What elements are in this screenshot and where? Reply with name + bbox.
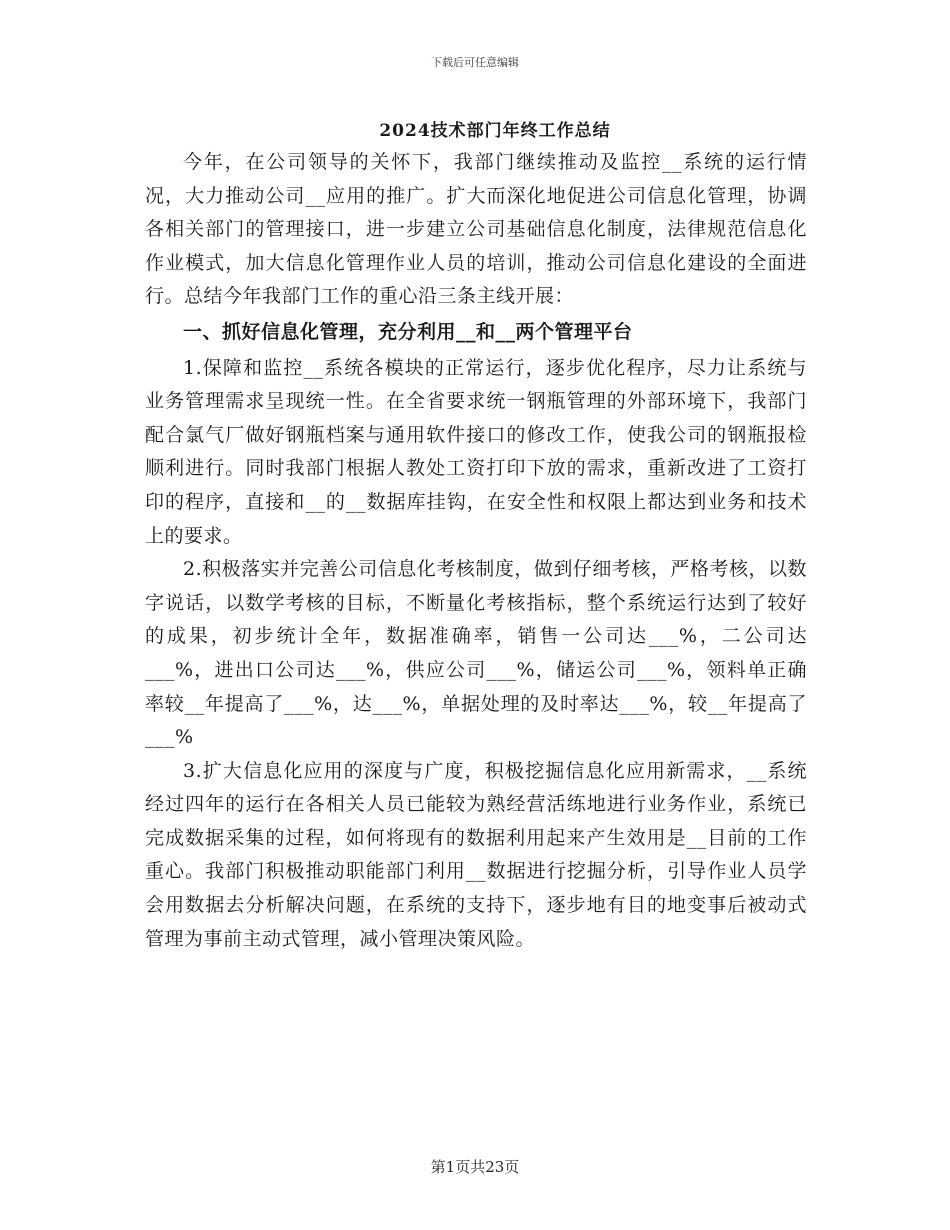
item-paragraph-1: 1.保障和监控__系统各模块的正常运行，逐步优化程序，尽力让系统与业务管理需求呈现统一性。在全省要求统一钢瓶管理的外部环境下，我部门配合氯气厂做好钢瓶档案与通用软件接口的修改工作，使我公司的钢瓶报检顺利进行。同时我部门根据人教处工资打印下放的需求，重新改进了工资打印的程序，直接和__的__数据库挂钩，在安全性和权限上都达到业务和技术上的要求。 bbox=[145, 356, 807, 547]
document-title: 2024技术部门年终工作总结 bbox=[379, 121, 611, 141]
section-heading: 一、抓好信息化管理，充分利用__和__两个管理平台 bbox=[183, 320, 633, 343]
page-footer: 第1页共23页 bbox=[430, 1158, 520, 1176]
document-body bbox=[145, 146, 807, 956]
header-note: 下载后可任意编辑 bbox=[431, 56, 519, 69]
item-paragraph-2: 2.积极落实并完善公司信息化考核制度，做到仔细考核，严格考核，以数字说话，以数学考核的目标，不断量化考核指标，整个系统运行达到了较好的成果，初步统计全年，数据准确率，销售一公司达___%，二公司达___%，进出口公司达___%，供应公司___%，储运公司___%，领料单正确率较__年提高了___%，达___%，单据处理的及时率达___%，较__年提高了___% bbox=[145, 558, 807, 749]
intro-paragraph: 今年，在公司领导的关怀下，我部门继续推动及监控__系统的运行情况，大力推动公司__应用的推广。扩大而深化地促进公司信息化管理，协调各相关部门的管理接口，进一步建立公司基础信息化制度，法律规范信息化作业模式，加大信息化管理作业人员的培训，推动公司信息化建设的全面进行。总结今年我部门工作的重心沿三条主线开展： bbox=[145, 151, 807, 308]
item-paragraph-3: 3.扩大信息化应用的深度与广度，积极挖掘信息化应用新需求，__系统经过四年的运行在各相关人员已能较为熟经营活练地进行业务作业，系统已完成数据采集的过程，如何将现有的数据利用起来产生效用是__目前的工作重心。我部门积极推动职能部门利用__数据进行挖掘分析，引导作业人员学会用数据去分析解决问题，在系统的支持下，逐步地有目的地变事后被动式管理为事前主动式管理，减小管理决策风险。 bbox=[145, 759, 807, 950]
